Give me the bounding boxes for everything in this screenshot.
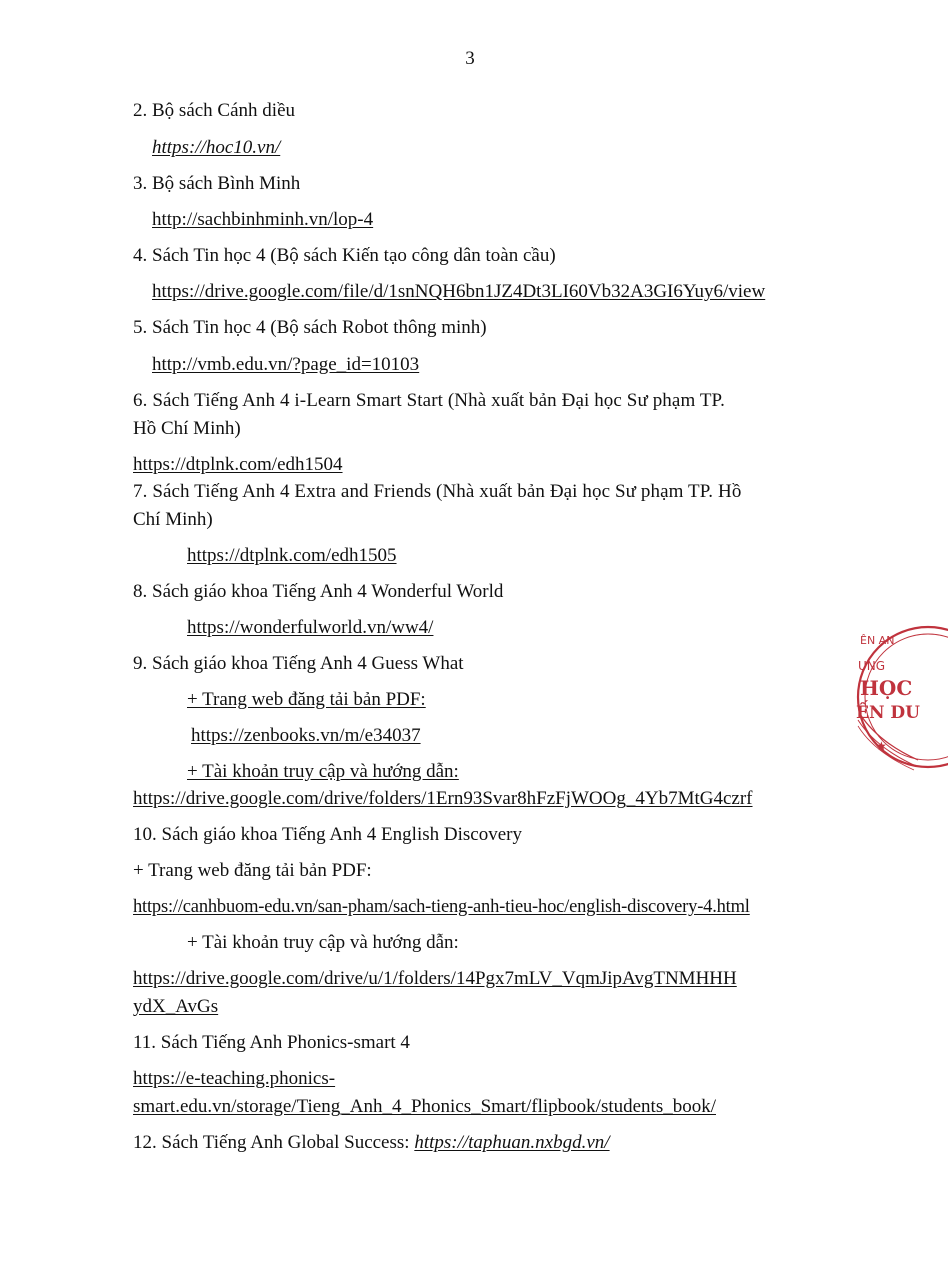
link-drive-englishdiscovery[interactable]: https://drive.google.com/drive/u/1/folders/14Pgx7mLV_VqmJipAvgTNMHHH (133, 968, 737, 989)
list-item-10-heading (133, 823, 522, 847)
pdf-label: + Trang web đăng tải bản PDF: (133, 860, 372, 881)
link-zenbooks[interactable]: https://zenbooks.vn/m/e34037 (191, 725, 421, 746)
list-item-5-heading (133, 316, 487, 340)
item-title: Sách Tiếng Anh 4 i-Learn Smart Start (Nhà xuất bản Đại học Sư phạm TP. (152, 390, 725, 411)
item-title: Sách giáo khoa Tiếng Anh 4 Guess What (152, 653, 464, 674)
link-dtplnk-1505[interactable]: https://dtplnk.com/edh1505 (187, 545, 397, 566)
item-title: Sách Tiếng Anh 4 Extra and Friends (Nhà xuất bản Đại học Sư phạm TP. Hồ (152, 481, 742, 502)
item-number: 10. (133, 824, 157, 845)
list-item-9-heading (133, 652, 464, 676)
seal-text-2: UNG (858, 659, 886, 673)
item-title: Sách giáo khoa Tiếng Anh 4 English Discovery (161, 824, 522, 845)
list-item-3-heading (133, 172, 300, 196)
link-phonics-smart[interactable]: https://e-teaching.phonics- (133, 1068, 336, 1089)
item-number: 3. (133, 173, 148, 194)
official-seal (848, 622, 948, 772)
item-number: 9. (133, 653, 148, 674)
item-number: 5. (133, 317, 148, 338)
item-title: Sách Tin học 4 (Bộ sách Kiến tạo công dân toàn cầu) (152, 245, 556, 266)
seal-star: ★ (876, 739, 887, 753)
item-number: 12. (133, 1132, 157, 1153)
seal-text-4: ẾN DU (856, 703, 920, 723)
item-title: Sách Tiếng Anh Global Success: (161, 1132, 410, 1153)
item-number: 7. (133, 481, 148, 502)
link-sachbinhminh[interactable]: http://sachbinhminh.vn/lop-4 (152, 209, 374, 230)
item-number: 2. (133, 100, 148, 121)
link-taphuan[interactable]: https://taphuan.nxbgd.vn/ (414, 1132, 610, 1153)
item-number: 11. (133, 1032, 157, 1053)
seal-text-1: ÊN AN (860, 634, 895, 647)
list-item-6-heading (133, 389, 725, 413)
item-title: Bộ sách Cánh diều (152, 100, 296, 121)
item-number: 4. (133, 245, 148, 266)
seal-graphic (848, 622, 948, 772)
list-item-7-heading (133, 480, 741, 504)
list-item-12-heading (133, 1131, 610, 1155)
link-phonics-smart-continuation[interactable]: smart.edu.vn/storage/Tieng_Anh_4_Phonics_Smart/flipbook/students_book/ (133, 1096, 716, 1117)
item-title-continuation: Hồ Chí Minh) (133, 418, 241, 439)
item-number: 6. (133, 390, 148, 411)
link-hoc10[interactable]: https://hoc10.vn/ (152, 137, 281, 158)
item-title: Sách Tin học 4 (Bộ sách Robot thông minh) (152, 317, 487, 338)
item-number: 8. (133, 581, 148, 602)
list-item-4-heading (133, 244, 556, 268)
item-title: Bộ sách Bình Minh (152, 173, 301, 194)
page-number: 3 (465, 48, 475, 69)
link-canhbuom[interactable]: https://canhbuom-edu.vn/san-pham/sach-tieng-anh-tieu-hoc/english-discovery-4.html (133, 897, 750, 917)
item-title-continuation: Chí Minh) (133, 509, 213, 530)
link-drive-englishdiscovery-continuation[interactable]: ydX_AvGs (133, 996, 219, 1017)
link-drive-guesswhat[interactable]: https://drive.google.com/drive/folders/1Ern93Svar8hFzFjWOOg_4Yb7MtG4czrf (133, 788, 753, 809)
link-wonderfulworld[interactable]: https://wonderfulworld.vn/ww4/ (187, 617, 434, 638)
link-vmb[interactable]: http://vmb.edu.vn/?page_id=10103 (152, 354, 420, 375)
account-label: + Tài khoản truy cập và hướng dẫn: (187, 932, 459, 953)
list-item-8-heading (133, 580, 503, 604)
seal-text-3: HỌC (860, 676, 913, 700)
list-item-2-heading (133, 99, 295, 123)
pdf-label: + Trang web đăng tải bản PDF: (187, 689, 426, 710)
link-dtplnk-1504[interactable]: https://dtplnk.com/edh1504 (133, 454, 343, 475)
account-label: + Tài khoản truy cập và hướng dẫn: (187, 761, 459, 782)
link-drive-tinhoc4[interactable]: https://drive.google.com/file/d/1snNQH6bn1JZ4Dt3LI60Vb32A3GI6Yuy6/view (152, 281, 766, 302)
list-item-11-heading (133, 1031, 410, 1055)
item-title: Sách Tiếng Anh Phonics-smart 4 (160, 1032, 410, 1053)
item-title: Sách giáo khoa Tiếng Anh 4 Wonderful World (152, 581, 504, 602)
